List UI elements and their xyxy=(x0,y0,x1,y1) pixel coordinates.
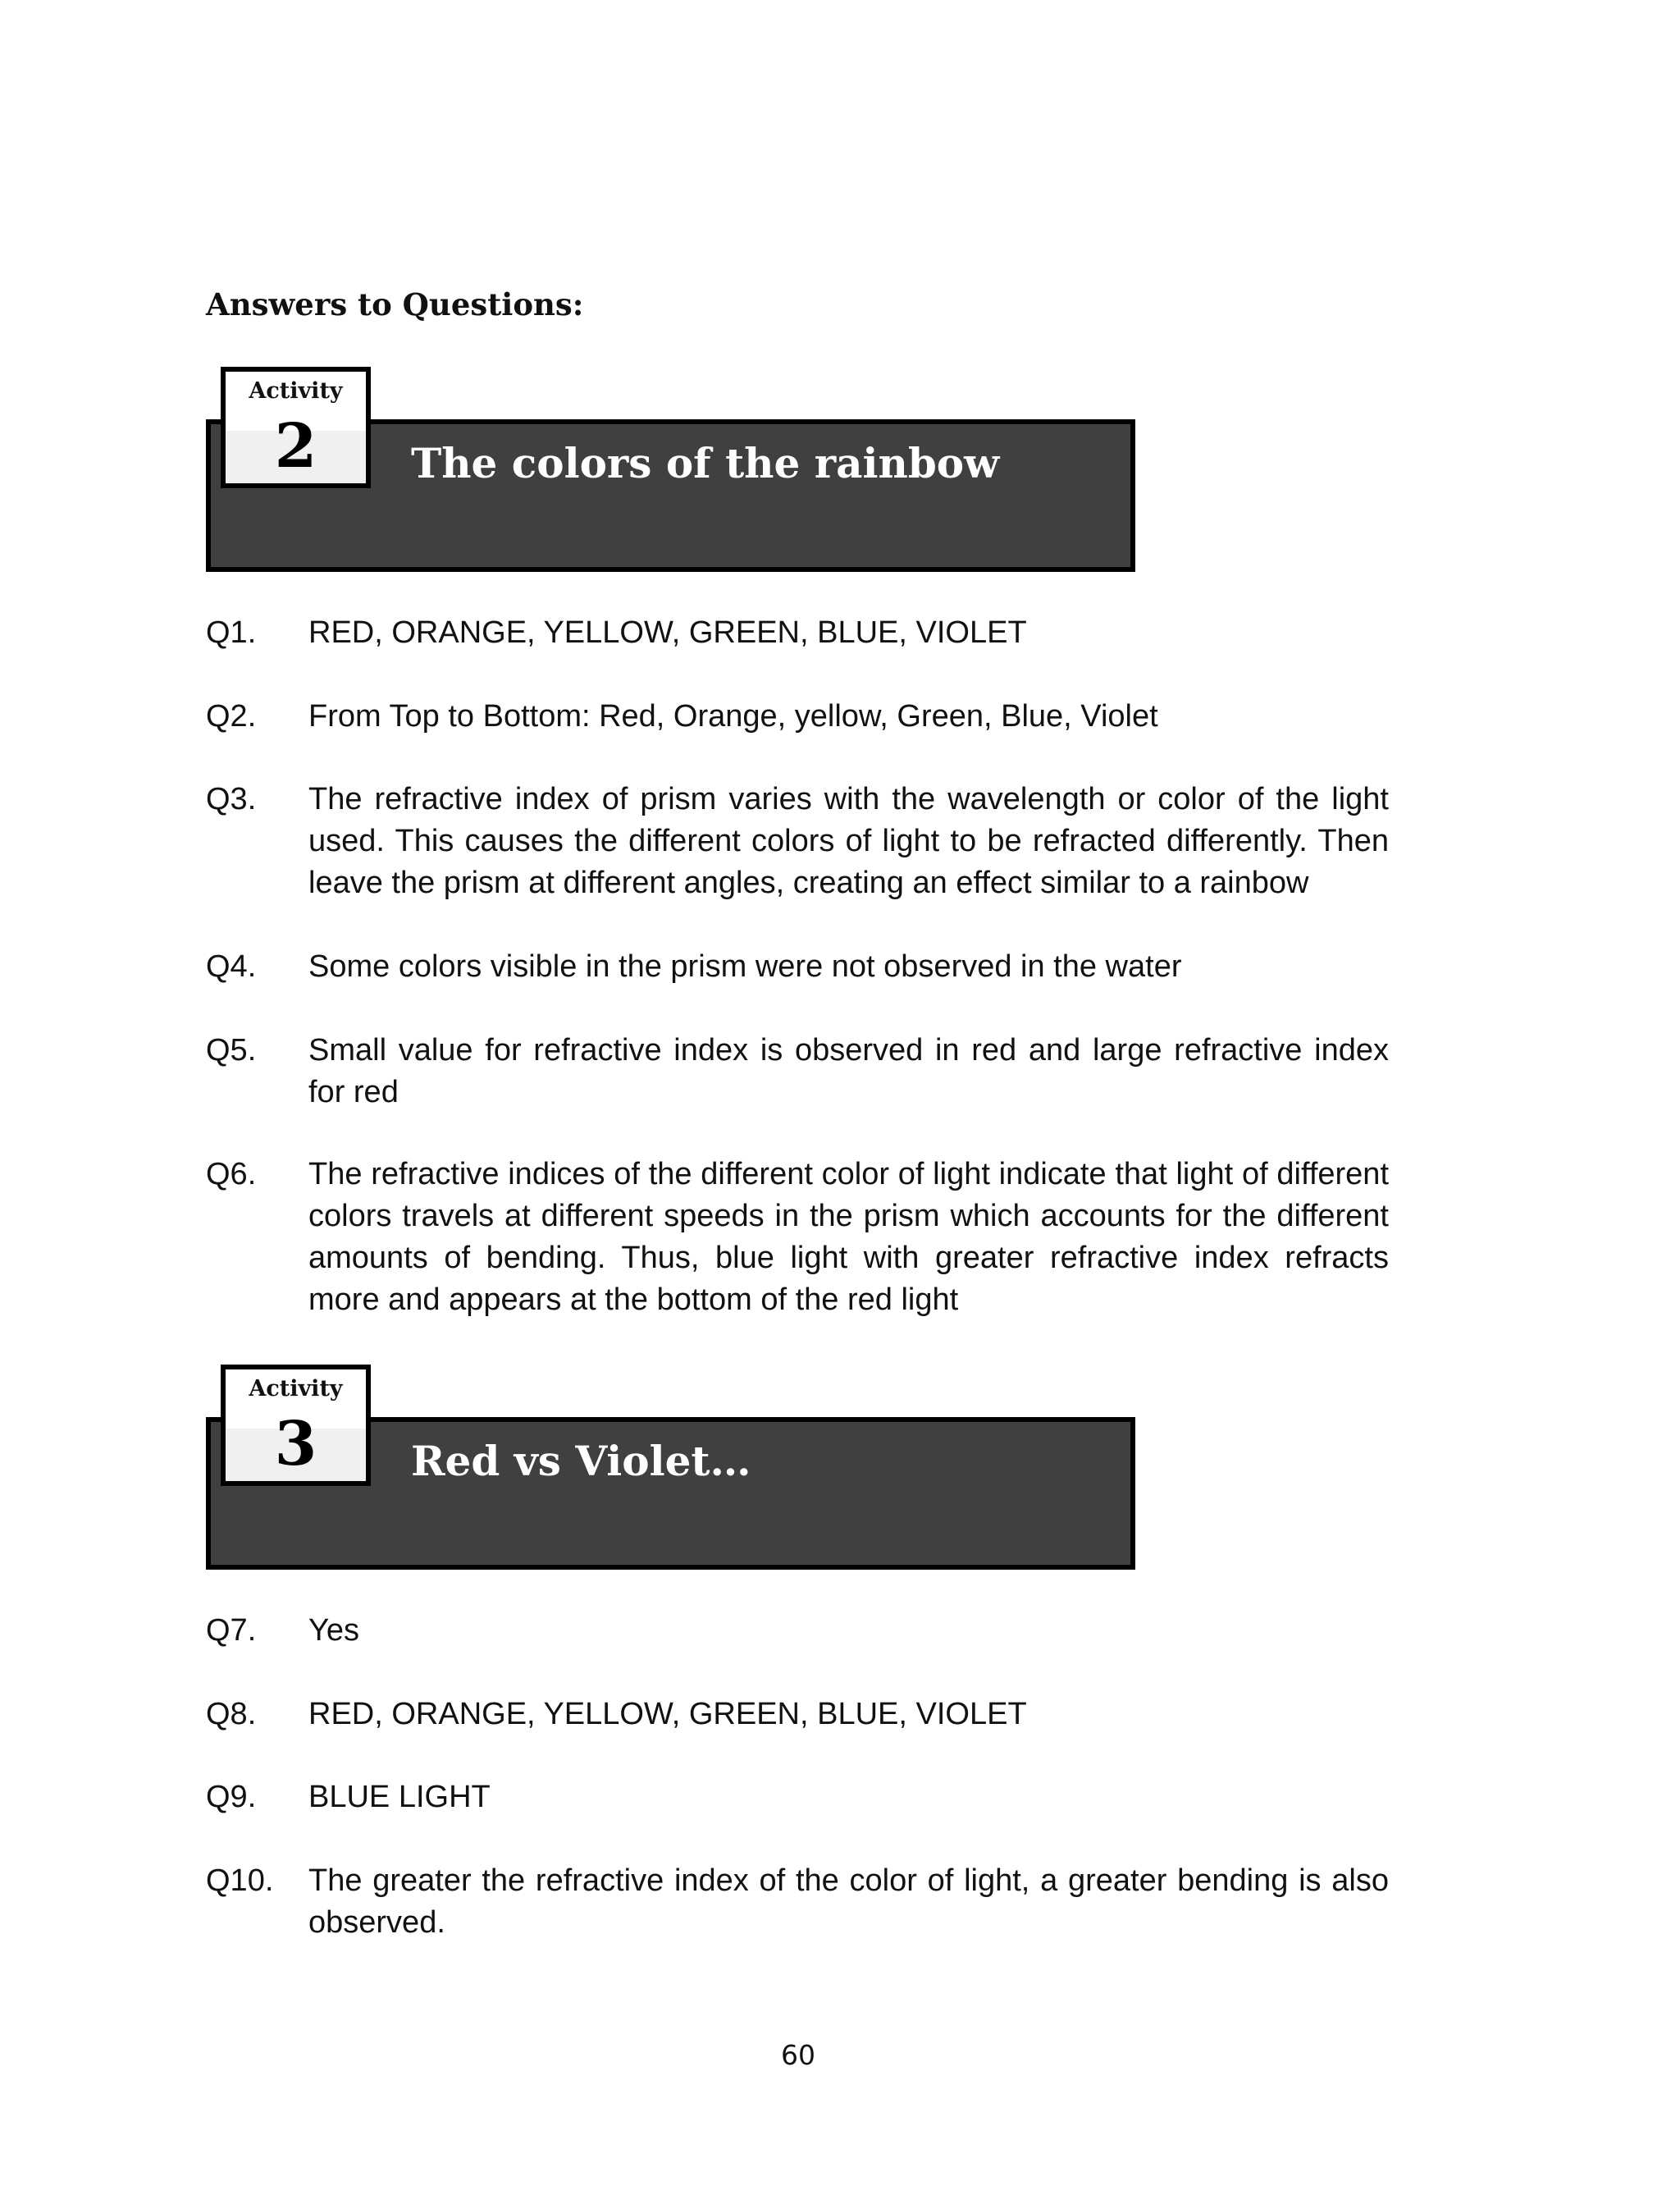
answer-text: From Top to Bottom: Red, Orange, yellow, Green, Blue, Violet xyxy=(308,699,1158,734)
activity-banner-3 xyxy=(206,1365,1135,1517)
answer-text: Yes xyxy=(308,1613,359,1648)
answer-text: Some colors visible in the prism were not observed in the water xyxy=(308,949,1182,984)
page-number: 60 xyxy=(781,2039,815,2071)
question-number: Q2. xyxy=(206,699,257,734)
question-number: Q7. xyxy=(206,1613,257,1648)
answer-text: BLUE LIGHT xyxy=(308,1780,491,1814)
page-heading: Answers to Questions: xyxy=(206,286,584,322)
question-number: Q3. xyxy=(206,782,257,816)
question-number: Q5. xyxy=(206,1033,257,1068)
activity-tab xyxy=(221,1365,371,1486)
activity-label: Activity xyxy=(249,1376,343,1401)
answer-text: RED, ORANGE, YELLOW, GREEN, BLUE, VIOLET xyxy=(308,1697,1027,1731)
activity-banner-2 xyxy=(206,367,1135,519)
activity-tab xyxy=(221,367,371,488)
question-number: Q8. xyxy=(206,1697,257,1731)
question-number: Q4. xyxy=(206,949,257,984)
activity-number: 2 xyxy=(274,411,317,482)
answer-text: The refractive index of prism varies with the wavelength or color of the light used. This causes the different colors of light to be refracted differently. Then leave the prism at different angles, creating an effect similar to a rainbow xyxy=(308,782,1389,900)
question-number: Q10. xyxy=(206,1863,274,1898)
question-number: Q6. xyxy=(206,1157,257,1191)
answer-text: The greater the refractive index of the color of light, a greater bending is also observed. xyxy=(308,1863,1389,1940)
activity-title: The colors of the rainbow xyxy=(411,439,1000,487)
activity-label: Activity xyxy=(249,378,343,404)
answer-text: Small value for refractive index is observed in red and large refractive index for red xyxy=(308,1033,1389,1109)
answer-text: RED, ORANGE, YELLOW, GREEN, BLUE, VIOLET xyxy=(308,615,1027,650)
activity-title: Red vs Violet… xyxy=(411,1437,751,1485)
question-number: Q1. xyxy=(206,615,257,650)
answer-text: The refractive indices of the different color of light indicate that light of different colors travels at different speeds in the prism which accounts for the different amounts of bending. Thus, blue light with greater refractive index refracts more and appears at the bottom of the red light xyxy=(308,1157,1389,1317)
activity-number: 3 xyxy=(274,1409,317,1479)
question-number: Q9. xyxy=(206,1780,257,1814)
